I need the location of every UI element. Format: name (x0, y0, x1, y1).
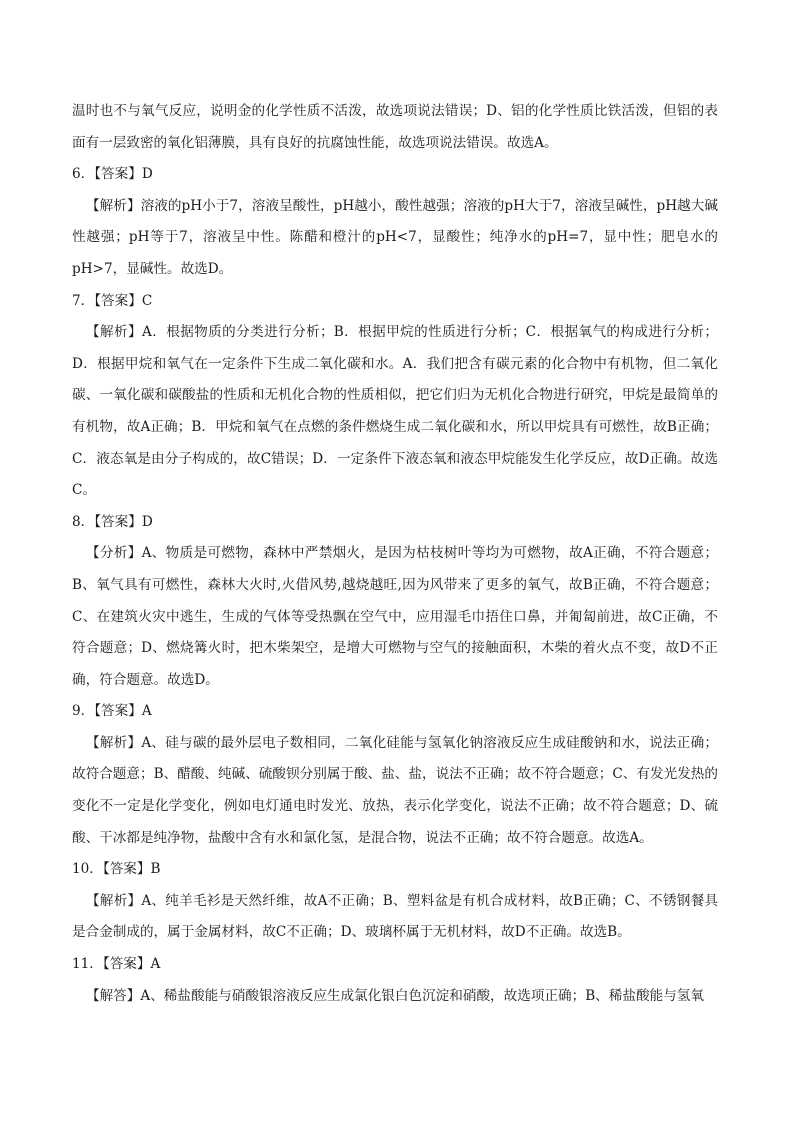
answer-tag: 【答案】 (94, 292, 142, 309)
answer-letter: A (141, 703, 152, 720)
explanation-tag: 【解析】 (86, 197, 141, 214)
explanation-text: A、物质是可燃物，森林中严禁烟火，是因为枯枝树叶等均为可燃物，故A正确，不符合题意；B、氧气具有可燃性，森林大火时,火借风势,越烧越旺,因为风带来了更多的氧气，故B正确，不符合题意；C、在建筑火灾中逃生，生成的气体等受热飘在空气中，应用湿毛巾捂住口鼻，并匍匐前进，故C正确，不符合题意；D、燃烧篝火时，把木柴架空，是增大可燃物与空气的接触面积，木柴的着火点不变，故D不正确，符合题意。故选D。 (72, 545, 718, 688)
explanation-paragraph (72, 728, 718, 854)
explanation-text: A．根据物质的分类进行分析；B．根据甲烷的性质进行分析；C．根据氧气的构成进行分析；D．根据甲烷和氧气在一定条件下生成二氧化碳和水。A．我们把含有碳元素的化合物中有机物，但二氧化碳、一氧化碳和碳酸盐的性质和无机化合物的性质相似，把它们归为无机化合物进行研究，甲烷是最简单的有机物，故A正确；B．甲烷和氧气在点燃的条件燃烧生成二氧化碳和水，所以甲烷具有可燃性，故B正确；C．液态氧是由分子构成的，故C错误；D．一定条件下液态氧和液态甲烷能发生化学反应，故D正确。故选C。 (72, 324, 718, 499)
item-10 (72, 854, 718, 949)
question-number: 10． (72, 861, 103, 878)
explanation-tag: 【解析】 (86, 734, 142, 751)
answer-tag: 【答案】 (102, 861, 151, 878)
answer-tag: 【答案】 (102, 956, 151, 973)
explanation-paragraph (72, 886, 718, 949)
explanation-text: A、硅与碳的最外层电子数相同，二氧化硅能与氢氧化钠溶液反应生成硅酸钠和水，说法正确；故符合题意；B、醋酸、纯碱、硫酸钡分别属于酸、盐、盐，说法不正确；故不符合题意；C、有发光发热的变化不一定是化学变化，例如电灯通电时发光、放热，表示化学变化，说法不正确；故不符合题意；D、硫酸、干冰都是纯净物，盐酸中含有水和氯化氢，是混合物，说法不正确；故不符合题意。故选A。 (72, 734, 718, 846)
answer-letter: D (141, 166, 153, 183)
question-number: 6． (72, 166, 95, 183)
answer-line (72, 159, 718, 191)
continuation-paragraph: 温时也不与氧气反应，说明金的化学性质不活泼，故选项说法错误；D、铝的化学性质比铁活泼，但铝的表面有一层致密的氧化铝薄膜，具有良好的抗腐蚀性能，故选项说法错误。故选A。 (72, 103, 718, 151)
answer-line (72, 949, 718, 981)
explanation-paragraph (72, 538, 718, 696)
explanation-tag: 【分析】 (86, 545, 142, 562)
explanation-paragraph (72, 317, 718, 507)
answer-tag: 【答案】 (94, 166, 142, 183)
item-6 (72, 159, 718, 285)
question-number: 7． (72, 292, 95, 309)
answer-letter: A (150, 956, 161, 973)
answer-tag: 【答案】 (94, 513, 142, 530)
question-number: 11． (72, 956, 103, 973)
explanation-text: A、纯羊毛衫是天然纤维，故A不正确；B、塑料盆是有机合成材料，故B正确；C、不锈钢餐具是合金制成的，属于金属材料，故C不正确；D、玻璃杯属于无机材料，故D不正确。故选B。 (72, 892, 719, 941)
answer-letter: C (141, 292, 153, 309)
answer-line (72, 696, 718, 728)
explanation-tag: 【解析】 (86, 324, 142, 341)
answer-letter: D (141, 513, 153, 530)
answer-line (72, 854, 718, 886)
question-number: 8． (72, 513, 95, 530)
answer-letter: B (150, 861, 161, 878)
item-8 (72, 507, 718, 697)
explanation-tag: 【解析】 (86, 892, 142, 909)
explanation-paragraph (72, 191, 718, 286)
answer-line (72, 507, 718, 539)
explanation-paragraph (72, 981, 718, 1013)
item-7 (72, 286, 718, 507)
question-number: 9． (72, 703, 95, 720)
explanation-tag: 【解答】 (86, 987, 141, 1004)
item-11 (72, 949, 718, 1012)
explanation-text: A、稀盐酸能与硝酸银溶液反应生成氯化银白色沉淀和硝酸，故选项正确；B、稀盐酸能与氢氧 (140, 987, 704, 1004)
explanation-text: 溶液的pH小于7，溶液呈酸性，pH越小，酸性越强；溶液的pH大于7，溶液呈碱性，pH越大碱性越强；pH等于7，溶液呈中性。陈醋和橙汁的pH<7，显酸性；纯净水的pH=7，显中性；肥皂水的pH>7，显碱性。故选D。 (72, 197, 718, 277)
answer-line (72, 286, 718, 318)
item-9 (72, 696, 718, 854)
answer-tag: 【答案】 (94, 703, 142, 720)
